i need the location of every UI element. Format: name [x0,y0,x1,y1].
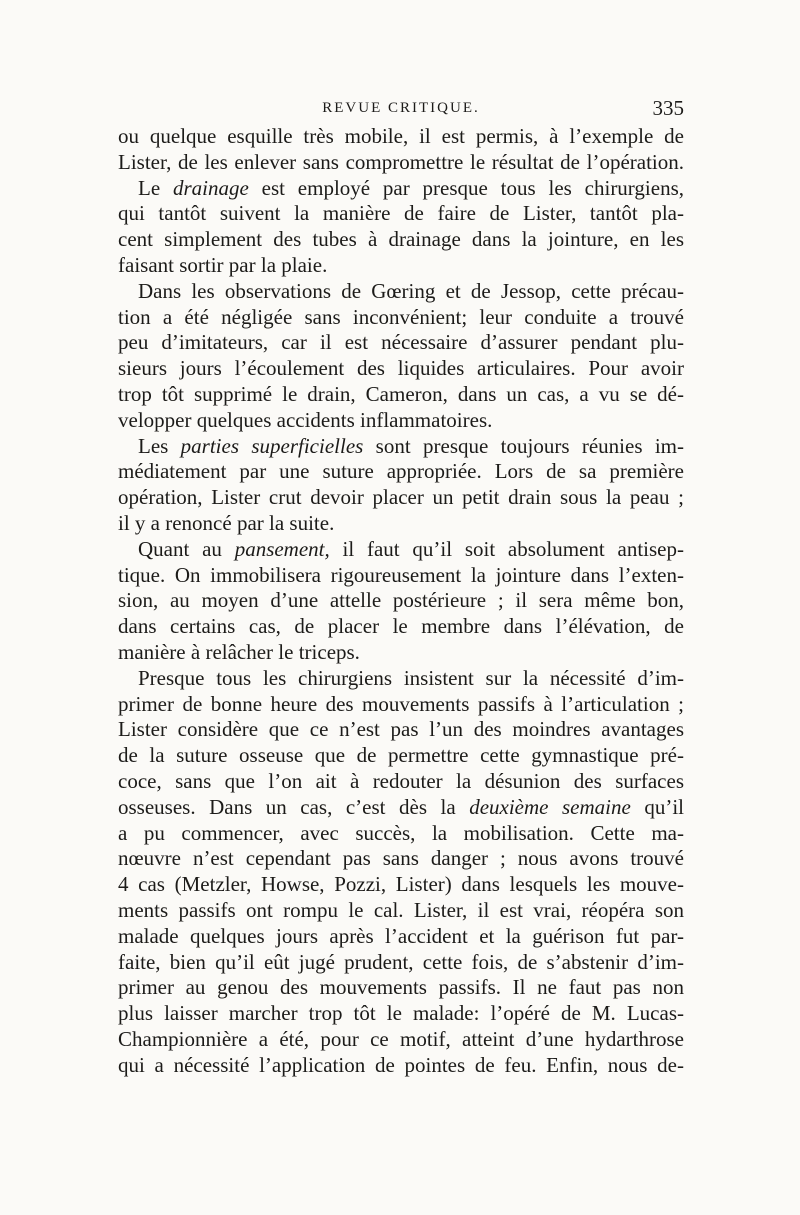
text-line: coce, sans que l’on ait à redouter la désunion des surfaces [118,768,684,793]
text-line: qui tantôt suivent la manière de faire de Lister, tantôt pla- [118,201,684,226]
page-number: 335 [652,96,684,120]
text-line: sieurs jours l’écoulement des liquides articulaires. Pour avoir [118,356,684,381]
text-line: de la suture osseuse que de permettre cette gymnastique pré- [118,743,684,768]
text-segment: Les [138,433,181,458]
text-line: malade quelques jours après l’accident et la guérison fut par- [118,923,684,948]
text-line [118,795,684,821]
text-segment: sont presque toujours réunies im- [363,433,684,458]
text-segment: qu’il [630,794,685,819]
text-segment: osseuses. Dans un cas, c’est dès la [118,794,470,819]
text-line: Lister, de les enlever sans compromettre le résultat de l’opération. [118,149,684,174]
text-line: opération, Lister crut devoir placer un petit drain sous la peau ; [118,485,684,510]
text-line: Presque tous les chirurgiens insistent sur la nécessité d’im- [138,665,684,690]
text-line: faisant sortir par la plaie. [118,252,328,277]
text-line: velopper quelques accidents inflammatoires. [118,407,493,432]
text-segment: Le [138,175,173,200]
text-segment: Quant au [138,536,235,561]
text-line [118,537,684,563]
text-line: Lister considère que ce n’est pas l’un des moindres avantages [118,717,684,742]
text-line: cent simplement des tubes à drainage dans la jointure, en les [118,227,684,252]
text-line: sion, au moyen d’une attelle postérieure ; il sera même bon, [118,588,684,613]
italic-term: pansement, [234,536,330,561]
text-line: faite, bien qu’il eût jugé prudent, cette fois, de s’abstenir d’im- [118,949,684,974]
text-line: primer au genou des mouvements passifs. Il ne faut pas non [118,975,684,1000]
text-line [118,434,684,460]
text-segment: est employé par presque tous les chirurgiens, [248,175,685,200]
text-line: tion a été négligée sans inconvénient; leur conduite a trouvé [118,304,684,329]
text-line: a pu commencer, avec succès, la mobilisation. Cette ma- [118,820,684,845]
text-line: trop tôt supprimé le drain, Cameron, dans un cas, a vu se dé- [118,381,684,406]
running-title: REVUE CRITIQUE. [322,100,480,116]
text-line: qui a nécessité l’application de pointes de feu. Enfin, nous de- [118,1052,684,1077]
italic-term: drainage [172,175,249,200]
text-line: peu d’imitateurs, car il est nécessaire d’assurer pendant plu- [118,330,684,355]
text-line [118,176,684,202]
italic-term: parties superficielles [180,433,364,458]
text-line: Championnière a été, pour ce motif, atteint d’une hydarthrose [118,1026,684,1051]
text-line: manière à relâcher le triceps. [118,639,360,664]
text-line: il y a renoncé par la suite. [118,510,335,535]
text-segment: il faut qu’il soit absolument antisep- [329,536,684,561]
body-text [118,124,684,1078]
text-line: dans certains cas, de placer le membre dans l’élévation, de [118,614,684,639]
text-line: ments passifs ont rompu le cal. Lister, il est vrai, réopéra son [118,897,684,922]
text-line: plus laisser marcher trop tôt le malade: l’opéré de M. Lucas- [118,1001,684,1026]
italic-term: deuxième semaine [469,794,631,819]
page-header [118,96,684,122]
text-line: primer de bonne heure des mouvements passifs à l’articulation ; [118,691,684,716]
text-line: Dans les observations de Gœring et de Jessop, cette précau- [138,278,684,303]
text-line: nœuvre n’est cependant pas sans danger ; nous avons trouvé [118,846,684,871]
text-line: médiatement par une suture appropriée. Lors de sa première [118,459,684,484]
text-line: 4 cas (Metzler, Howse, Pozzi, Lister) dans lesquels les mouve- [118,872,684,897]
text-line: tique. On immobilisera rigoureusement la jointure dans l’exten- [118,562,684,587]
text-line: ou quelque esquille très mobile, il est permis, à l’exemple de [118,124,684,148]
